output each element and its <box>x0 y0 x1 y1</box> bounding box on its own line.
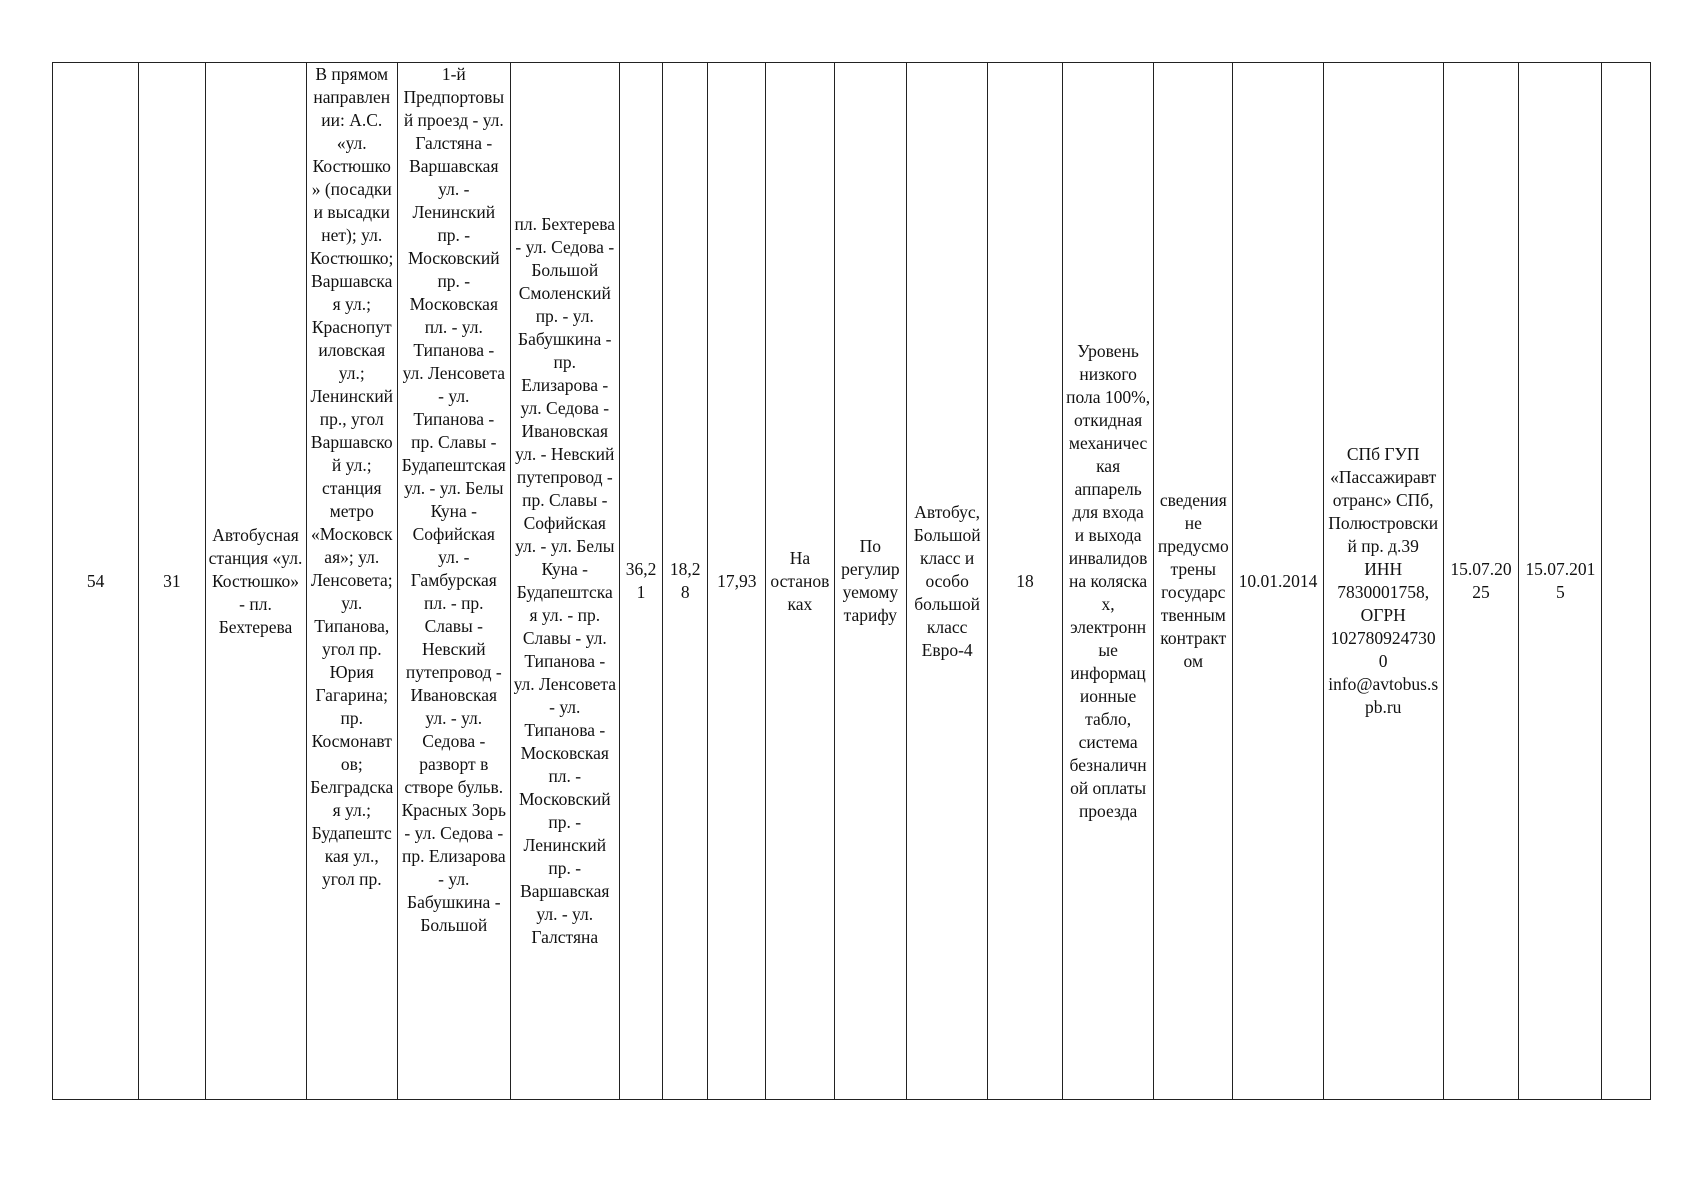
cell-empty <box>1602 63 1651 1100</box>
cell-length-forward: 18,28 <box>663 63 708 1100</box>
cell-contract-date: 15.07.2015 <box>1519 63 1602 1100</box>
cell-vehicle-features: Уровень низкого пола 100%, откидная механическая аппарель для входа и выхода инвалидов на коляска х, электронные информационные табло, система безналичной оплаты проезда <box>1062 63 1154 1100</box>
cell-reverse-path: пл. Бехтерева - ул. Седова - Большой Смоленский пр. - ул. Бабушкина - пр. Елизарова - ул. Седова - Ивановская ул. - Невский путепровод - пр. Славы - Софийская ул. - ул. Белы Куна - Будапештская ул. - пр. Славы - ул. Типанова - ул. Ленсовета - ул. Типанова - Московская пл. - Московский пр. - Ленинский пр. - Варшавская ул. - ул. Галстяна <box>510 63 619 1100</box>
cell-contract-info: сведения не предусмотрены государственным контрактом <box>1154 63 1233 1100</box>
cell-vehicle-class: Автобус, Большой класс и особо большой класс Евро-4 <box>907 63 988 1100</box>
cell-length-total: 36,21 <box>619 63 662 1100</box>
route-registry-table <box>52 62 1651 1100</box>
table-row <box>53 63 1651 1100</box>
cell-stops-list: В прямом направлении: А.С. «ул. Костюшко» (посадки и высадки нет); ул. Костюшко; Варшавская ул.; Краснопутиловская ул.; Ленинский пр., угол Варшавской ул.; станция метро «Московская»; ул. Ленсовета; ул. Типанова, угол пр. Юрия Гагарина; пр. Космонавтов; Белградская ул.; Будапештская ул., угол пр. <box>306 63 398 1100</box>
cell-row-number: 54 <box>53 63 139 1100</box>
cell-start-date: 10.01.2014 <box>1233 63 1323 1100</box>
cell-boarding-order: На остановках <box>766 63 834 1100</box>
cell-forward-path: 1-й Предпортовый проезд - ул. Галстяна - Варшавская ул. - Ленинский пр. - Московский пр. - Московская пл. - ул. Типанова - ул. Ленсовета - ул. Типанова - пр. Славы - Будапештская ул. - ул. Белы Куна - Софийская ул. - Гамбурская пл. - пр. Славы - Невский путепровод - Ивановская ул. - ул. Седова - разворт в створе бульв. Красных Зорь - ул. Седова - пр. Елизарова - ул. Бабушкина - Большой <box>398 63 511 1100</box>
cell-end-date: 15.07.2025 <box>1443 63 1519 1100</box>
cell-length-reverse: 17,93 <box>708 63 766 1100</box>
cell-tariff-type: По регулируемому тарифу <box>834 63 907 1100</box>
cell-vehicle-count: 18 <box>988 63 1063 1100</box>
cell-route-number: 31 <box>139 63 205 1100</box>
cell-operator: СПб ГУП «Пассажиравтотранс» СПб, Полюстровский пр. д.39 ИНН 7830001758, ОГРН 1027809247300 info@avtobus.spb.ru <box>1323 63 1443 1100</box>
cell-route-name: Автобусная станция «ул. Костюшко» - пл. Бехтерева <box>205 63 306 1100</box>
